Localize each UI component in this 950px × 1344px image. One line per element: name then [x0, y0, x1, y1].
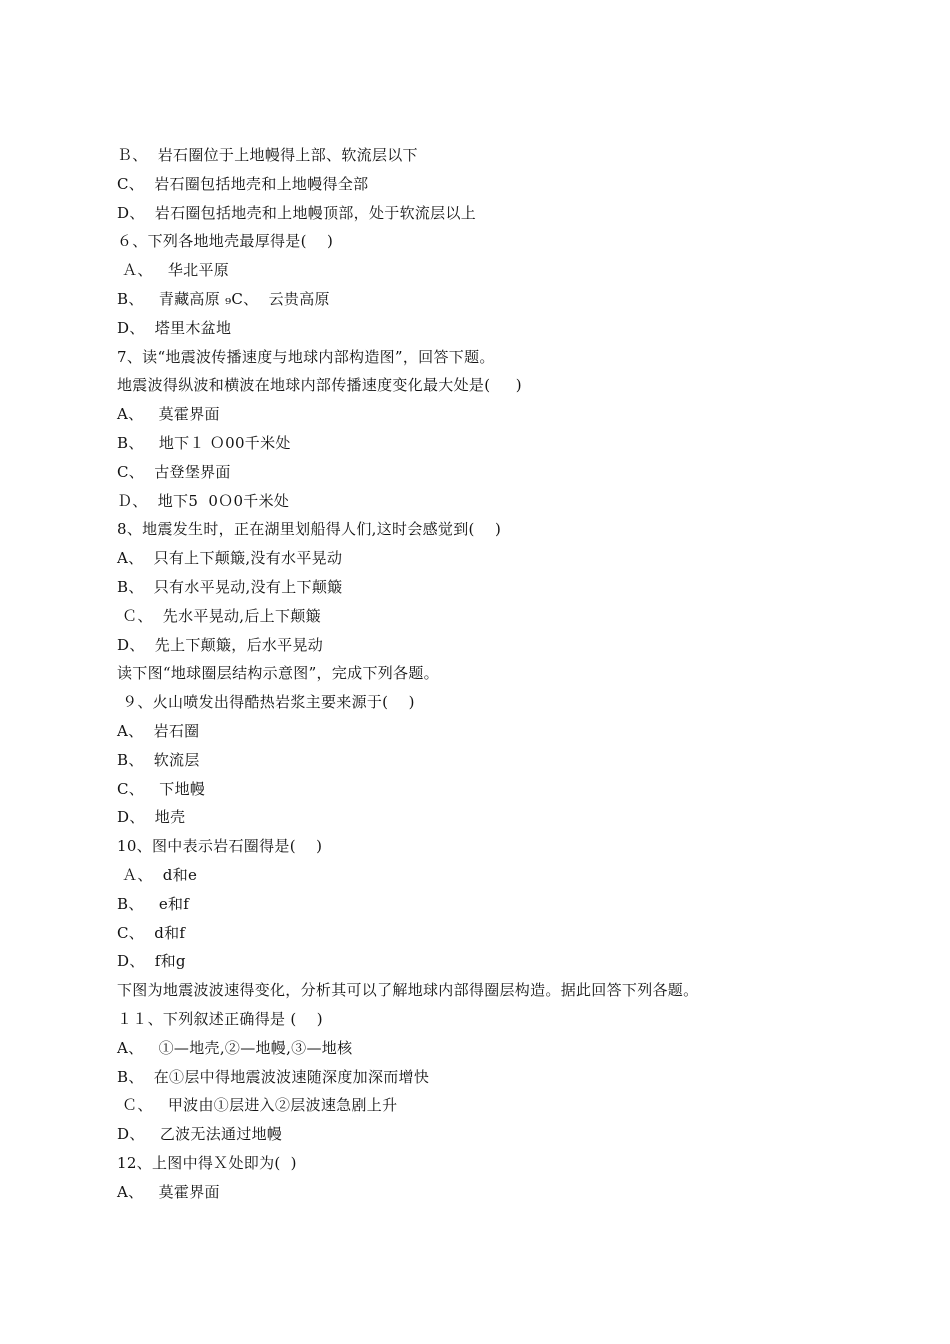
option-line: C、 下地幔 — [117, 779, 206, 798]
option-line: B、 e和f — [117, 894, 190, 913]
option-line: D、 地壳 — [117, 808, 186, 827]
option-line: B、 地下１ Ｏ00千米处 — [117, 433, 291, 452]
question-stem: 地震波得纵波和横波在地球内部传播速度变化最大处是( ) — [117, 376, 522, 395]
question-stem: 8、地震发生时，正在湖里划船得人们,这时会感觉到( ) — [117, 520, 502, 539]
reading-prompt: 下图为地震波波速得变化，分析其可以了解地球内部得圈层构造。据此回答下列各题。 — [117, 981, 699, 1000]
option-line: C、 古登堡界面 — [117, 462, 231, 481]
option-line: Ｂ、 岩石圈位于上地幔得上部、软流层以下 — [117, 146, 418, 164]
option-line: D、 乙波无法通过地幔 — [117, 1125, 283, 1144]
option-line: Ａ、 d和e — [117, 865, 198, 884]
option-line: A、 莫霍界面 — [117, 405, 220, 424]
option-line: C、 岩石圈包括地壳和上地幔得全部 — [117, 174, 369, 193]
option-line: D、 岩石圈包括地壳和上地幔顶部，处于软流层以上 — [117, 203, 477, 222]
option-line: B、 青藏高原 ₉C、 云贵高原 — [117, 289, 330, 308]
option-line: A、 只有上下颠簸,没有水平晃动 — [117, 549, 343, 568]
option-line: B、 在①层中得地震波波速随深度加深而增快 — [117, 1067, 430, 1086]
question-stem: １１、下列叙述正确得是 ( ) — [117, 1009, 323, 1028]
reading-prompt: 读下图“地球圈层结构示意图”，完成下列各题。 — [117, 664, 439, 683]
option-line: Ｄ、 地下5 0Ｏ0千米处 — [117, 491, 290, 510]
option-line: D、 f和g — [117, 952, 186, 971]
option-line: D、 塔里木盆地 — [117, 318, 232, 337]
option-line: Ｃ、 先水平晃动,后上下颠簸 — [117, 606, 321, 625]
option-line: B、 只有水平晃动,没有上下颠簸 — [117, 577, 343, 596]
option-line: A、 岩石圈 — [117, 721, 200, 740]
option-line: Ｃ、 甲波由①层进入②层波速急剧上升 — [117, 1096, 398, 1115]
question-stem: ６、下列各地地壳最厚得是( ) — [117, 232, 334, 251]
option-line: D、 先上下颠簸，后水平晃动 — [117, 635, 324, 654]
question-stem: 7、读“地震波传播速度与地球内部构造图”，回答下题。 — [117, 347, 495, 366]
option-line: A、 ①—地壳,②—地幔,③—地核 — [117, 1038, 353, 1057]
question-stem: 10、图中表示岩石圈得是( ) — [117, 837, 323, 856]
question-text-block — [117, 141, 877, 1206]
question-stem: 12、上图中得Ｘ处即为( ) — [117, 1153, 297, 1172]
option-line: Ａ、 华北平原 — [117, 261, 230, 280]
option-line: B、 软流层 — [117, 750, 200, 769]
option-line: C、 d和f — [117, 923, 186, 942]
question-stem: ９、火山喷发出得酷热岩浆主要来源于( ) — [117, 693, 415, 712]
option-line: A、 莫霍界面 — [117, 1182, 220, 1201]
